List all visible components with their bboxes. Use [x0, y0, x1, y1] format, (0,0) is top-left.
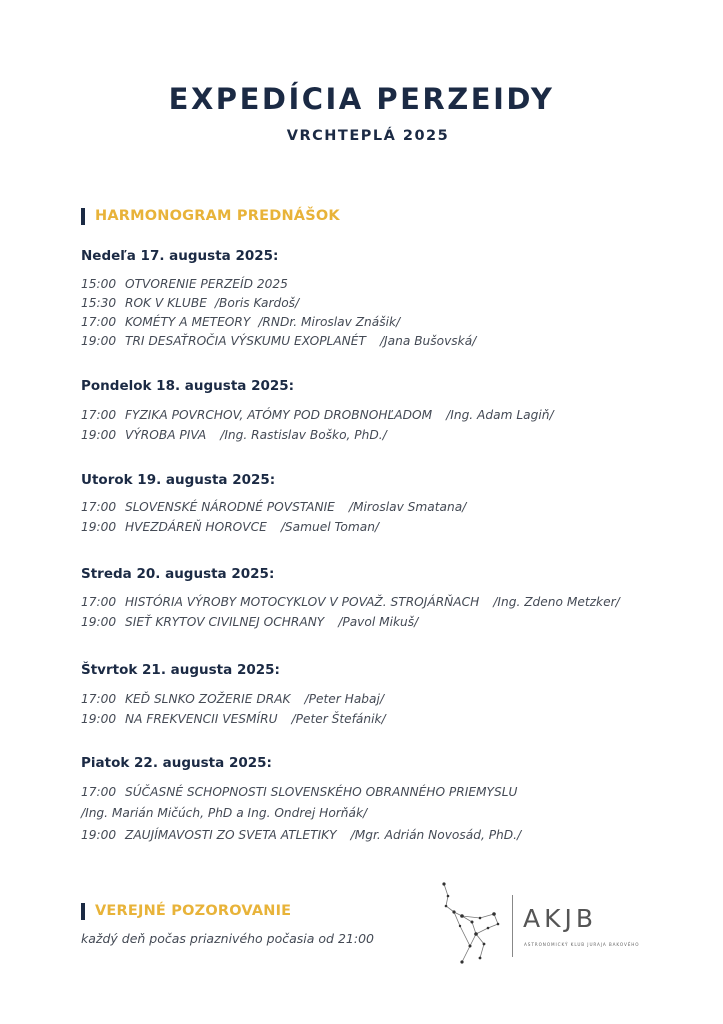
item-title: KOMÉTY A METEORY: [125, 315, 251, 329]
item-title: SÚČASNÉ SCHOPNOSTI SLOVENSKÉHO OBRANNÉHO PRIEMYSLU: [125, 785, 518, 799]
item-speaker: /Ing. Rastislav Boško, PhD./: [220, 428, 387, 442]
logo-subtitle: ASTRONOMICKÝ KLUB JURAJA BAKOVÉHO: [524, 942, 640, 947]
schedule-item: [81, 712, 386, 726]
item-speaker: /Samuel Toman/: [280, 520, 380, 534]
item-speaker: /Jana Bušovská/: [379, 334, 477, 348]
schedule-item: [81, 785, 517, 799]
item-title: ZAUJÍMAVOSTI ZO SVETA ATLETIKY: [125, 828, 337, 842]
item-title: TRI DESAŤROČIA VÝSKUMU EXOPLANÉT: [125, 334, 366, 348]
item-speaker: /RNDr. Miroslav Znášik/: [258, 315, 401, 329]
schedule-heading-text: HARMONOGRAM PREDNÁŠOK: [95, 208, 340, 224]
schedule-item: [81, 315, 400, 329]
item-title: NA FREKVENCII VESMÍRU: [125, 712, 278, 726]
schedule-item: [81, 277, 302, 291]
item-speaker: /Ing. Marián Mičúch, PhD a Ing. Ondrej Horňák/: [81, 806, 368, 820]
observation-heading-text: VEREJNÉ POZOROVANIE: [95, 903, 292, 919]
item-time: 17:00: [81, 408, 117, 422]
heading-bar: [81, 208, 85, 225]
item-speaker: /Ing. Zdeno Metzker/: [493, 595, 620, 609]
item-time: 19:00: [81, 615, 117, 629]
logo-name: AKJB: [523, 904, 598, 933]
item-time: 19:00: [81, 428, 117, 442]
item-time: 17:00: [81, 692, 117, 706]
schedule-item: [81, 595, 620, 609]
item-speaker: /Boris Kardoš/: [214, 296, 300, 310]
schedule-item: [81, 828, 521, 842]
item-speaker: /Ing. Adam Lagiň/: [446, 408, 554, 422]
schedule-item: [81, 615, 418, 629]
day-label: Nedeľa 17. augusta 2025:: [81, 248, 279, 264]
item-title: HISTÓRIA VÝROBY MOTOCYKLOV V POVAŽ. STROJÁRŇACH: [125, 595, 480, 609]
item-title: VÝROBA PIVA: [125, 428, 207, 442]
item-speaker: /Peter Habaj/: [304, 692, 384, 706]
item-time: 17:00: [81, 785, 117, 799]
observation-note: každý deň počas priaznivého počasia od 21:00: [81, 931, 374, 946]
item-time: 15:00: [81, 277, 117, 291]
schedule-item: [81, 334, 476, 348]
item-speaker: /Pavol Mikuš/: [338, 615, 419, 629]
item-speaker: /Mgr. Adrián Novosád, PhD./: [350, 828, 522, 842]
schedule-item: [81, 500, 466, 514]
schedule-item: [81, 692, 384, 706]
page-title: EXPEDÍCIA PERZEIDY: [168, 82, 555, 116]
item-title: SIEŤ KRYTOV CIVILNEJ OCHRANY: [125, 615, 325, 629]
item-title: KEĎ SLNKO ZOŽERIE DRAK: [125, 692, 291, 706]
day-label: Utorok 19. augusta 2025:: [81, 472, 276, 488]
day-label: Streda 20. augusta 2025:: [81, 566, 275, 582]
logo-divider: [512, 895, 513, 957]
schedule-item: [81, 428, 387, 442]
item-title: FYZIKA POVRCHOV, ATÓMY POD DROBNOHĽADOM: [125, 408, 433, 422]
page-subtitle: VRCHTEPLÁ 2025: [286, 128, 450, 144]
item-speaker: /Miroslav Smatana/: [348, 500, 467, 514]
day-label: Štvrtok 21. augusta 2025:: [81, 662, 280, 678]
item-title: OTVORENIE PERZEÍD 2025: [125, 277, 288, 291]
item-title: HVEZDÁREŇ HOROVCE: [125, 520, 267, 534]
heading-bar: [81, 903, 85, 920]
day-label: Piatok 22. augusta 2025:: [81, 755, 272, 771]
item-time: 19:00: [81, 828, 117, 842]
item-time: 17:00: [81, 500, 117, 514]
item-time: 17:00: [81, 315, 117, 329]
item-title: SLOVENSKÉ NÁRODNÉ POVSTANIE: [125, 500, 335, 514]
schedule-item: [81, 408, 554, 422]
item-time: 17:00: [81, 595, 117, 609]
item-title: ROK V KLUBE: [125, 296, 207, 310]
day-label: Pondelok 18. augusta 2025:: [81, 378, 295, 394]
schedule-item: [81, 520, 379, 534]
item-time: 19:00: [81, 712, 117, 726]
schedule-item: [81, 296, 299, 310]
item-time: 19:00: [81, 334, 117, 348]
item-time: 19:00: [81, 520, 117, 534]
item-speaker: /Peter Štefánik/: [291, 712, 386, 726]
observation-heading: [81, 901, 291, 921]
item-time: 15:30: [81, 296, 117, 310]
schedule-heading: [81, 206, 340, 226]
schedule-item: [81, 806, 367, 820]
